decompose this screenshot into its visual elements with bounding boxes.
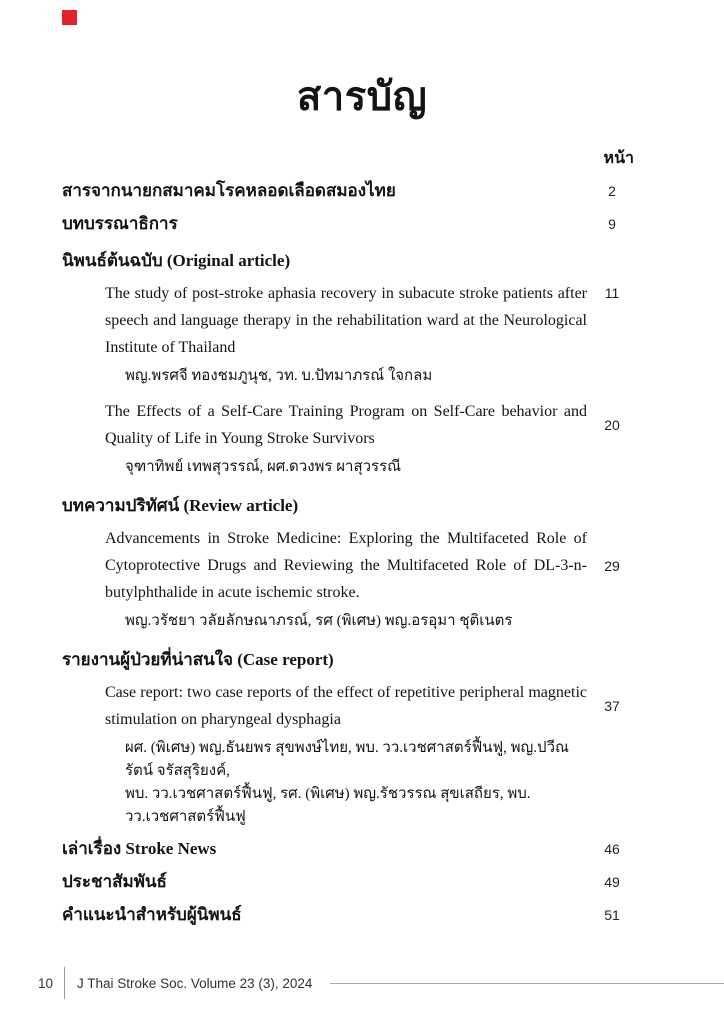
footer-page-number: 10 (38, 975, 54, 991)
toc-entry-row (62, 181, 637, 201)
toc-entry-row (62, 872, 637, 892)
footer (38, 967, 724, 999)
article-title: Advancements in Stroke Medicine: Exploring the Multifaceted Role of Cytoprotective Drugs and Reviewing the Multifaceted Role of DL-3-n-butylphthalide in acute ischemic stroke. (105, 530, 587, 601)
footer-journal-title: J Thai Stroke Soc. Volume 23 (3), 2024 (77, 975, 313, 991)
page-title: สารบัญ (296, 74, 428, 119)
article-authors (125, 610, 587, 633)
author-line: พญ.พรศจี ทองชมภูนุช, วท. บ.ปัทมาภรณ์ ใจกลม (125, 368, 433, 384)
toc-entry-label: สารจากนายกสมาคมโรคหลอดเลือดสมองไทย (62, 181, 396, 200)
author-line: จุฑาทิพย์ เทพสุวรรณ์, ผศ.ดวงพร ผาสุวรรณี (125, 459, 402, 475)
toc-section-heading: นิพนธ์ต้นฉบับ (Original article) (62, 251, 291, 270)
toc-entry-page-number: 2 (608, 183, 616, 199)
toc-entry-label: คำแนะนำสำหรับผู้นิพนธ์ (62, 905, 242, 924)
page-column-header: หน้า (603, 150, 634, 167)
toc-article-entry (62, 398, 637, 479)
toc-entry-label: เล่าเรื่อง Stroke News (62, 839, 217, 858)
toc-entry-page-number: 49 (604, 874, 620, 890)
toc-entry-page-number: 46 (604, 841, 620, 857)
article-authors (125, 456, 587, 479)
toc-entry-row (62, 905, 637, 925)
toc-entry-row (62, 839, 637, 859)
article-page-number: 29 (604, 557, 620, 574)
author-line: ผศ. (พิเศษ) พญ.ธันยพร สุขพงษ์ไทย, พบ. วว.เวชศาสตร์ฟื้นฟู, พญ.ปวีณรัตน์ จรัสสุริยงค์, (125, 740, 569, 779)
toc-entry-page-number: 51 (604, 907, 620, 923)
author-line: พบ. วว.เวชศาสตร์ฟื้นฟู, รศ. (พิเศษ) พญ.รัชวรรณ สุขเสถียร, พบ. วว.เวชศาสตร์ฟื้นฟู (125, 786, 531, 825)
footer-rule (330, 983, 724, 984)
toc-list (62, 181, 637, 925)
toc-article-entry (62, 280, 637, 388)
author-line: พญ.วรัชยา วลัยลักษณาภรณ์, รศ (พิเศษ) พญ.อรอุมา ชุติเนตร (125, 613, 513, 629)
article-page-number: 20 (604, 417, 620, 433)
toc-article-entry (62, 679, 637, 829)
article-title-row (62, 398, 637, 452)
toc-entry-label: ประชาสัมพันธ์ (62, 872, 167, 891)
corner-marker (62, 10, 77, 25)
article-title: Case report: two case reports of the effect of repetitive peripheral magnetic stimulation on pharyngeal dysphagia (105, 684, 587, 728)
article-authors (125, 737, 587, 829)
toc-section-heading: บทความปริทัศน์ (Review article) (62, 496, 299, 515)
toc-article-entry (62, 525, 637, 633)
article-title-row (62, 679, 637, 733)
article-title: The study of post-stroke aphasia recovery in subacute stroke patients after speech and language therapy in the rehabilitation ward at the Neurological Institute of Thailand (105, 285, 587, 356)
article-page-number: 11 (604, 285, 620, 301)
toc-entry-page-number: 9 (608, 216, 616, 232)
article-title-row (62, 280, 637, 361)
toc-entry-row (62, 214, 637, 234)
toc-entry-label: บทบรรณาธิการ (62, 214, 178, 233)
article-authors (125, 365, 587, 388)
article-title-row (62, 525, 637, 606)
article-title: The Effects of a Self-Care Training Program on Self-Care behavior and Quality of Life in Young Stroke Survivors (105, 403, 587, 447)
toc-section-heading: รายงานผู้ป่วยที่น่าสนใจ (Case report) (62, 650, 334, 669)
article-page-number: 37 (604, 698, 620, 714)
